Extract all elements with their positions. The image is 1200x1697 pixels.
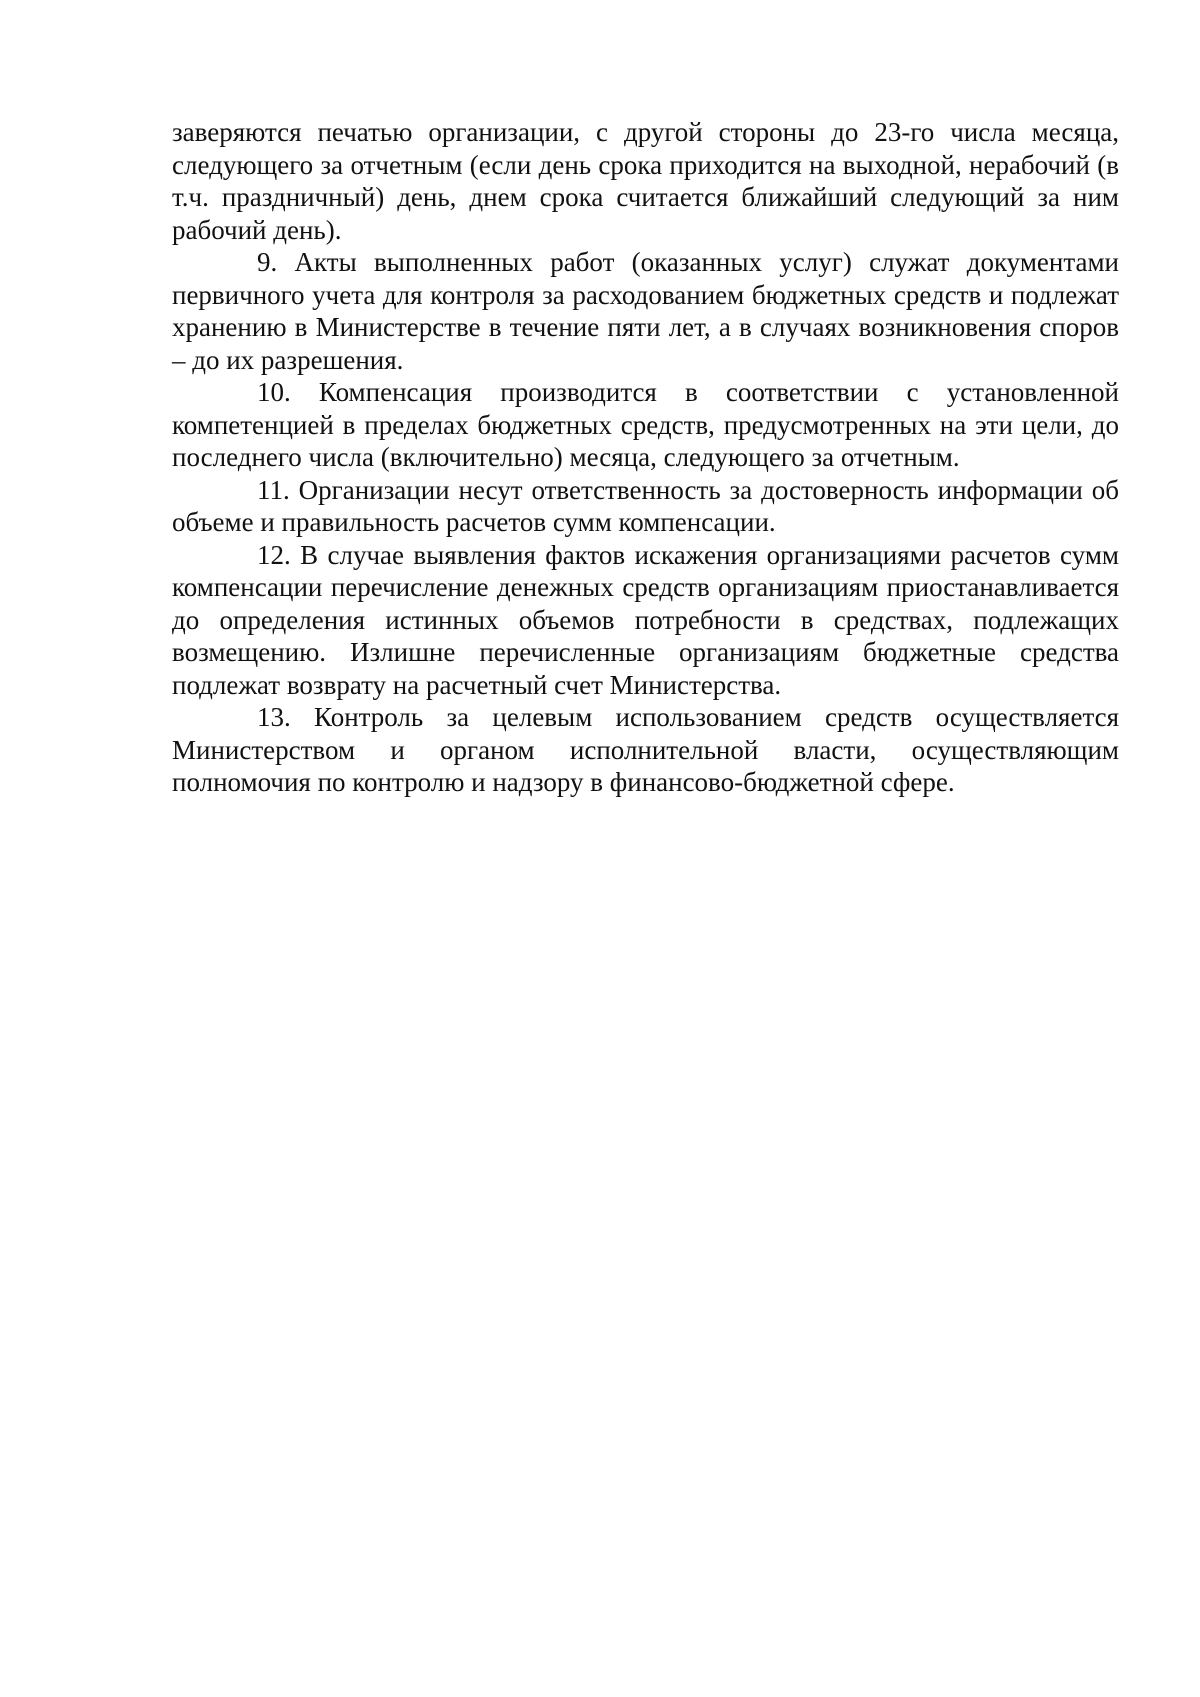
paragraph-item-12: 12. В случае выявления фактов искажения организациями расчетов сумм компенсации перечисление денежных средств организациям приостанавливается до определения истинных объемов потребности в средствах, подлежащих возмещению. Излишне перечисленные организациям бюджетные средства подлежат возврату на расчетный счет Министерства. xyxy=(172,539,1119,700)
paragraph-item-9: 9. Акты выполненных работ (оказанных услуг) служат документами первичного учета для контроля за расходованием бюджетных средств и подлежат хранению в Министерстве в течение пяти лет, а в случаях возникновения споров – до их разрешения. xyxy=(172,247,1119,375)
paragraph-item-10: 10. Компенсация производится в соответствии с установленной компетенцией в пределах бюджетных средств, предусмотренных на эти цели, до последнего числа (включительно) месяца, следующего за отчетным. xyxy=(172,377,1119,472)
document-body xyxy=(172,116,1119,799)
paragraph-item-11: 11. Организации несут ответственность за достоверность информации об объеме и правильность расчетов сумм компенсации. xyxy=(172,474,1119,537)
paragraph-item-13: 13. Контроль за целевым использованием средств осуществляется Министерством и органом исполнительной власти, осуществляющим полномочия по контролю и надзору в финансово-бюджетной сфере. xyxy=(172,702,1119,797)
paragraph-continuation: заверяются печатью организации, с другой стороны до 23-го числа месяца, следующего за отчетным (если день срока приходится на выходной, нерабочий (в т.ч. праздничный) день, днем срока считается ближайший следующий за ним рабочий день). xyxy=(172,117,1119,245)
